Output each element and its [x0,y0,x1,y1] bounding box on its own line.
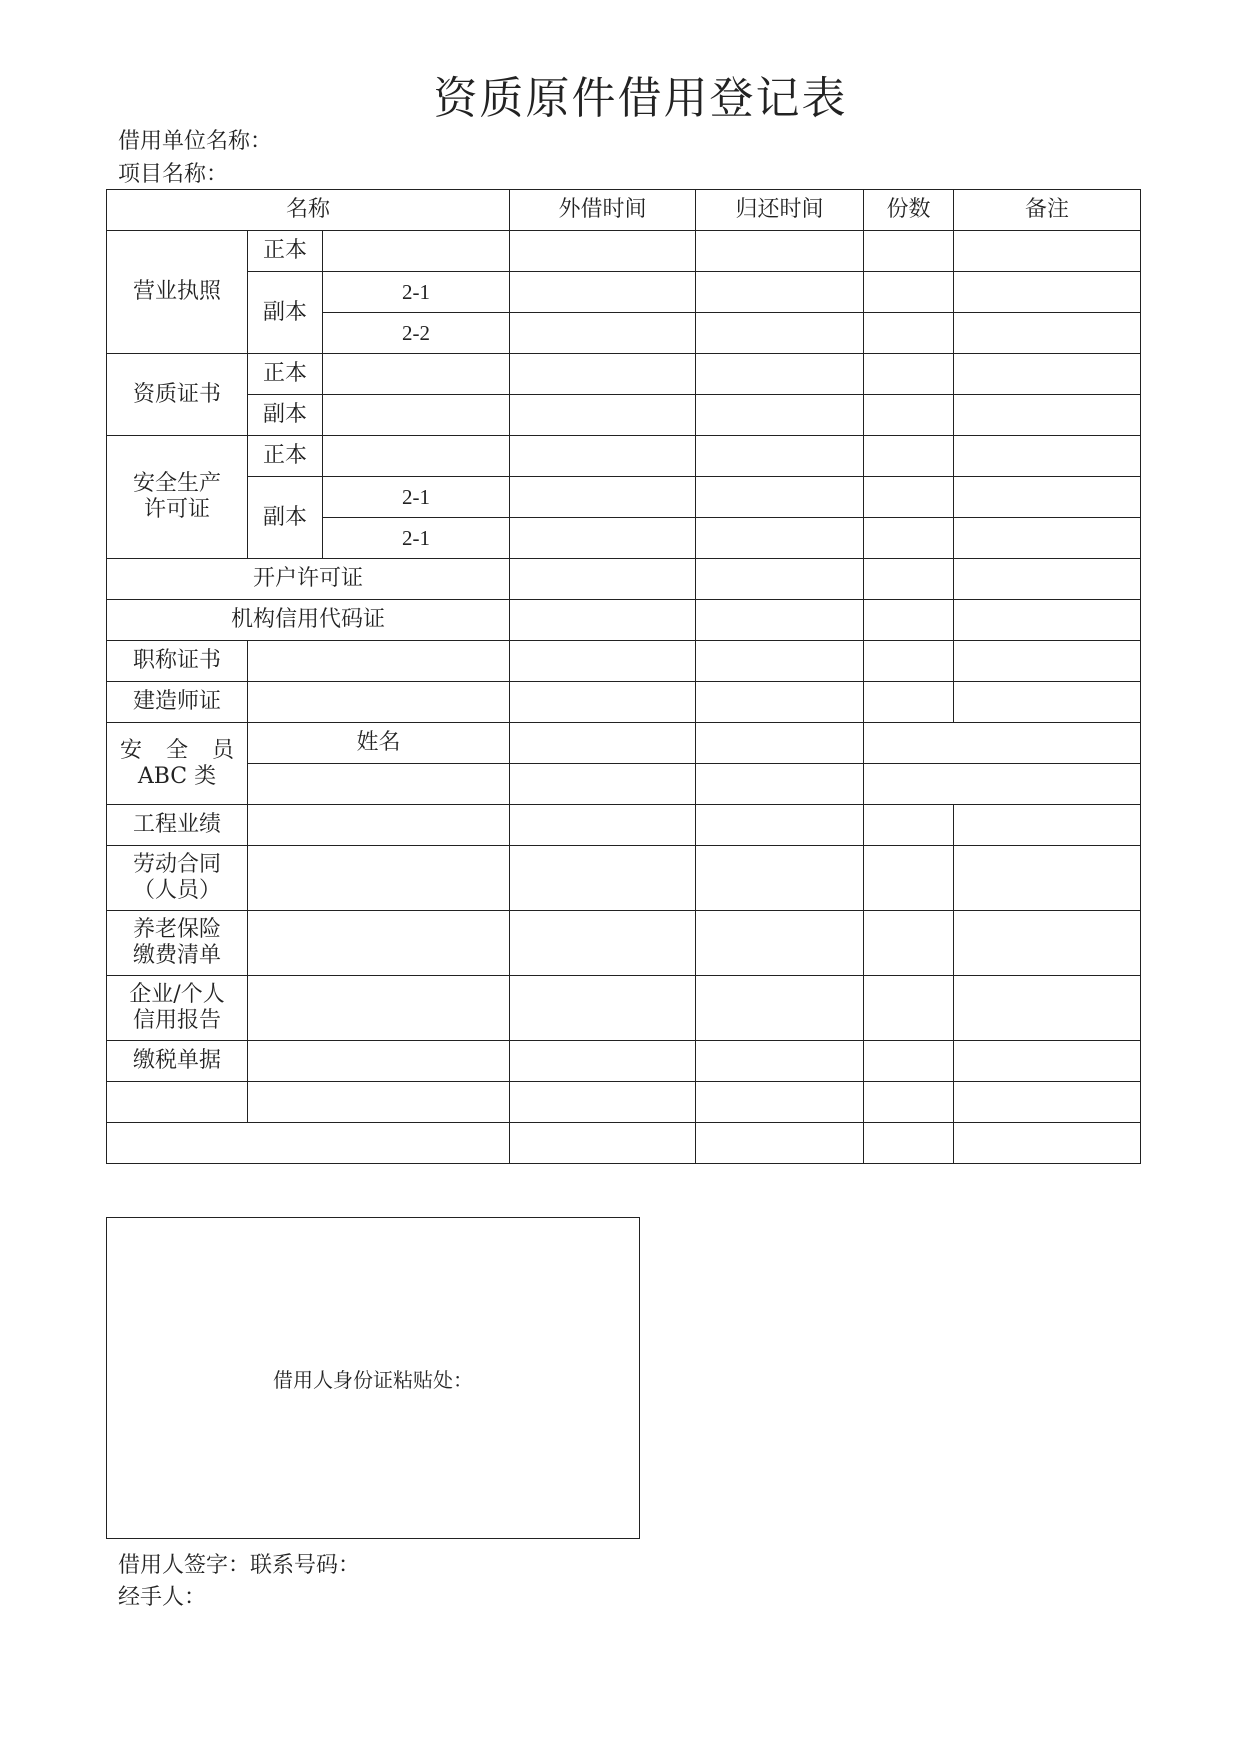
borrow-unit-label: 借用单位名称： [118,129,273,154]
row-label-title-cert: 职称证书 [107,641,248,682]
cell[interactable] [696,518,864,559]
cell[interactable] [864,313,954,354]
cell[interactable] [248,1082,510,1123]
cell[interactable] [864,1123,954,1164]
id-card-paste-area [106,1217,640,1539]
cell[interactable] [510,518,696,559]
cell[interactable] [954,641,1141,682]
table-row [107,272,1141,313]
cell[interactable] [510,846,696,911]
cell[interactable] [954,477,1141,518]
name-label: 姓名 [248,723,510,764]
cell[interactable] [864,436,954,477]
cell[interactable] [864,641,954,682]
sub-label: 2-1 [323,518,510,559]
pension-line2: 缴费清单 [132,943,221,968]
cell[interactable] [864,764,1141,805]
cell[interactable] [696,559,864,600]
cell[interactable] [954,976,1141,1041]
row-label-pension [107,911,248,976]
cell[interactable] [248,1041,510,1082]
cell[interactable] [864,911,954,976]
cell[interactable] [954,911,1141,976]
cell[interactable] [510,272,696,313]
cell[interactable] [954,395,1141,436]
table-row [107,600,1141,641]
cell[interactable] [954,1082,1141,1123]
cell[interactable] [248,641,510,682]
cell[interactable] [323,436,510,477]
table-row [107,1082,1141,1123]
cell[interactable] [954,1123,1141,1164]
cell[interactable] [696,682,864,723]
row-label-account-license: 开户许可证 [107,559,510,600]
cell[interactable] [954,559,1141,600]
copy-label: 副本 [248,477,323,559]
safety-officer-line1: 安 全 员 [119,737,235,763]
cell[interactable] [954,354,1141,395]
cell[interactable] [696,231,864,272]
table-row [107,559,1141,600]
table-header-row [107,190,1141,231]
row-label-safety-license [107,436,248,559]
table-row [107,911,1141,976]
cell[interactable] [510,231,696,272]
cell[interactable] [954,231,1141,272]
cell[interactable] [954,518,1141,559]
cell[interactable] [107,1123,510,1164]
cell[interactable] [696,723,864,764]
cell[interactable] [954,805,1141,846]
cell[interactable] [864,723,1141,764]
cell[interactable] [696,1082,864,1123]
table-row [107,477,1141,518]
cell[interactable] [248,805,510,846]
labor-contract-line2: （人员） [132,878,221,903]
copy-label: 副本 [248,395,323,436]
cell[interactable] [510,354,696,395]
phone-label: 联系号码： [250,1553,361,1578]
original-label: 正本 [248,354,323,395]
table-row [107,976,1141,1041]
labor-contract-line1: 劳动合同 [132,852,221,877]
col-header-lend-time: 外借时间 [510,190,696,231]
cell[interactable] [864,559,954,600]
cell[interactable] [696,354,864,395]
col-header-name: 名称 [107,190,510,231]
cell[interactable] [954,682,1141,723]
cell[interactable] [696,313,864,354]
cell[interactable] [864,518,954,559]
handler-label: 经手人： [118,1585,207,1610]
cell[interactable] [323,395,510,436]
safety-license-line2: 许可证 [143,497,210,522]
cell[interactable] [696,395,864,436]
cell[interactable] [864,976,954,1041]
sub-label: 2-1 [323,272,510,313]
cell[interactable] [696,641,864,682]
cell[interactable] [696,436,864,477]
table-row [107,231,1141,272]
cell[interactable] [864,682,954,723]
table-row [107,354,1141,395]
cell[interactable] [510,477,696,518]
cell[interactable] [510,313,696,354]
table-row [107,1041,1141,1082]
cell[interactable] [696,1123,864,1164]
signature-line [118,1548,360,1579]
safety-officer-line2: ABC 类 [137,763,217,789]
col-header-remarks: 备注 [954,190,1141,231]
table-row [107,846,1141,911]
credit-report-line1: 企业/个人 [129,982,225,1007]
row-label-qualification-cert: 资质证书 [107,354,248,436]
cell[interactable] [510,1041,696,1082]
cell[interactable] [864,1041,954,1082]
cell[interactable] [864,805,954,846]
cell[interactable] [954,272,1141,313]
table-row [107,764,1141,805]
cell[interactable] [510,395,696,436]
row-label-org-code-cert: 机构信用代码证 [107,600,510,641]
registration-table [106,189,1141,1164]
row-label-business-license: 营业执照 [107,231,248,354]
cell[interactable] [864,600,954,641]
cell[interactable] [510,1082,696,1123]
cell[interactable] [248,976,510,1041]
table-row [107,723,1141,764]
credit-report-line2: 信用报告 [132,1008,221,1033]
row-label-constructor-cert: 建造师证 [107,682,248,723]
cell[interactable] [248,682,510,723]
cell[interactable] [696,846,864,911]
cell[interactable] [510,641,696,682]
cell[interactable] [864,477,954,518]
cell[interactable] [864,1082,954,1123]
cell[interactable] [510,764,696,805]
cell[interactable] [510,805,696,846]
cell[interactable] [864,231,954,272]
table-row [107,682,1141,723]
cell[interactable] [864,272,954,313]
cell[interactable] [510,976,696,1041]
original-label: 正本 [248,436,323,477]
cell[interactable] [510,600,696,641]
cell[interactable] [323,354,510,395]
row-label-labor-contract [107,846,248,911]
sub-label: 2-1 [323,477,510,518]
cell[interactable] [696,976,864,1041]
cell[interactable] [510,682,696,723]
table-row [107,1123,1141,1164]
cell[interactable] [954,1041,1141,1082]
cell[interactable] [696,272,864,313]
cell[interactable] [248,846,510,911]
cell[interactable] [510,723,696,764]
cell[interactable] [864,395,954,436]
table-row [107,395,1141,436]
cell[interactable] [107,1082,248,1123]
sub-label: 2-2 [323,313,510,354]
cell[interactable] [696,477,864,518]
original-label: 正本 [248,231,323,272]
table-row [107,805,1141,846]
cell[interactable] [954,313,1141,354]
cell[interactable] [954,600,1141,641]
cell[interactable] [864,846,954,911]
row-label-credit-report [107,976,248,1041]
col-header-copies: 份数 [864,190,954,231]
cell[interactable] [954,436,1141,477]
safety-license-line1: 安全生产 [132,471,221,496]
cell[interactable] [510,911,696,976]
cell[interactable] [696,805,864,846]
page-title: 资质原件借用登记表 [433,73,848,124]
project-name-label: 项目名称： [118,162,229,187]
cell[interactable] [248,764,510,805]
table-row [107,436,1141,477]
id-card-paste-label: 借用人身份证粘贴处： [273,1367,473,1392]
cell[interactable] [696,911,864,976]
cell[interactable] [510,559,696,600]
row-label-tax-receipt: 缴税单据 [107,1041,248,1082]
pension-line1: 养老保险 [132,917,221,942]
cell[interactable] [248,911,510,976]
cell[interactable] [323,231,510,272]
col-header-return-time: 归还时间 [696,190,864,231]
row-label-safety-officer [107,723,248,805]
cell[interactable] [696,1041,864,1082]
cell[interactable] [696,764,864,805]
cell[interactable] [954,846,1141,911]
table-row [107,641,1141,682]
copy-label: 副本 [248,272,323,354]
cell[interactable] [864,354,954,395]
row-label-project-performance: 工程业绩 [107,805,248,846]
signature-label: 借用人签字： [118,1553,251,1578]
cell[interactable] [696,600,864,641]
cell[interactable] [510,436,696,477]
cell[interactable] [510,1123,696,1164]
